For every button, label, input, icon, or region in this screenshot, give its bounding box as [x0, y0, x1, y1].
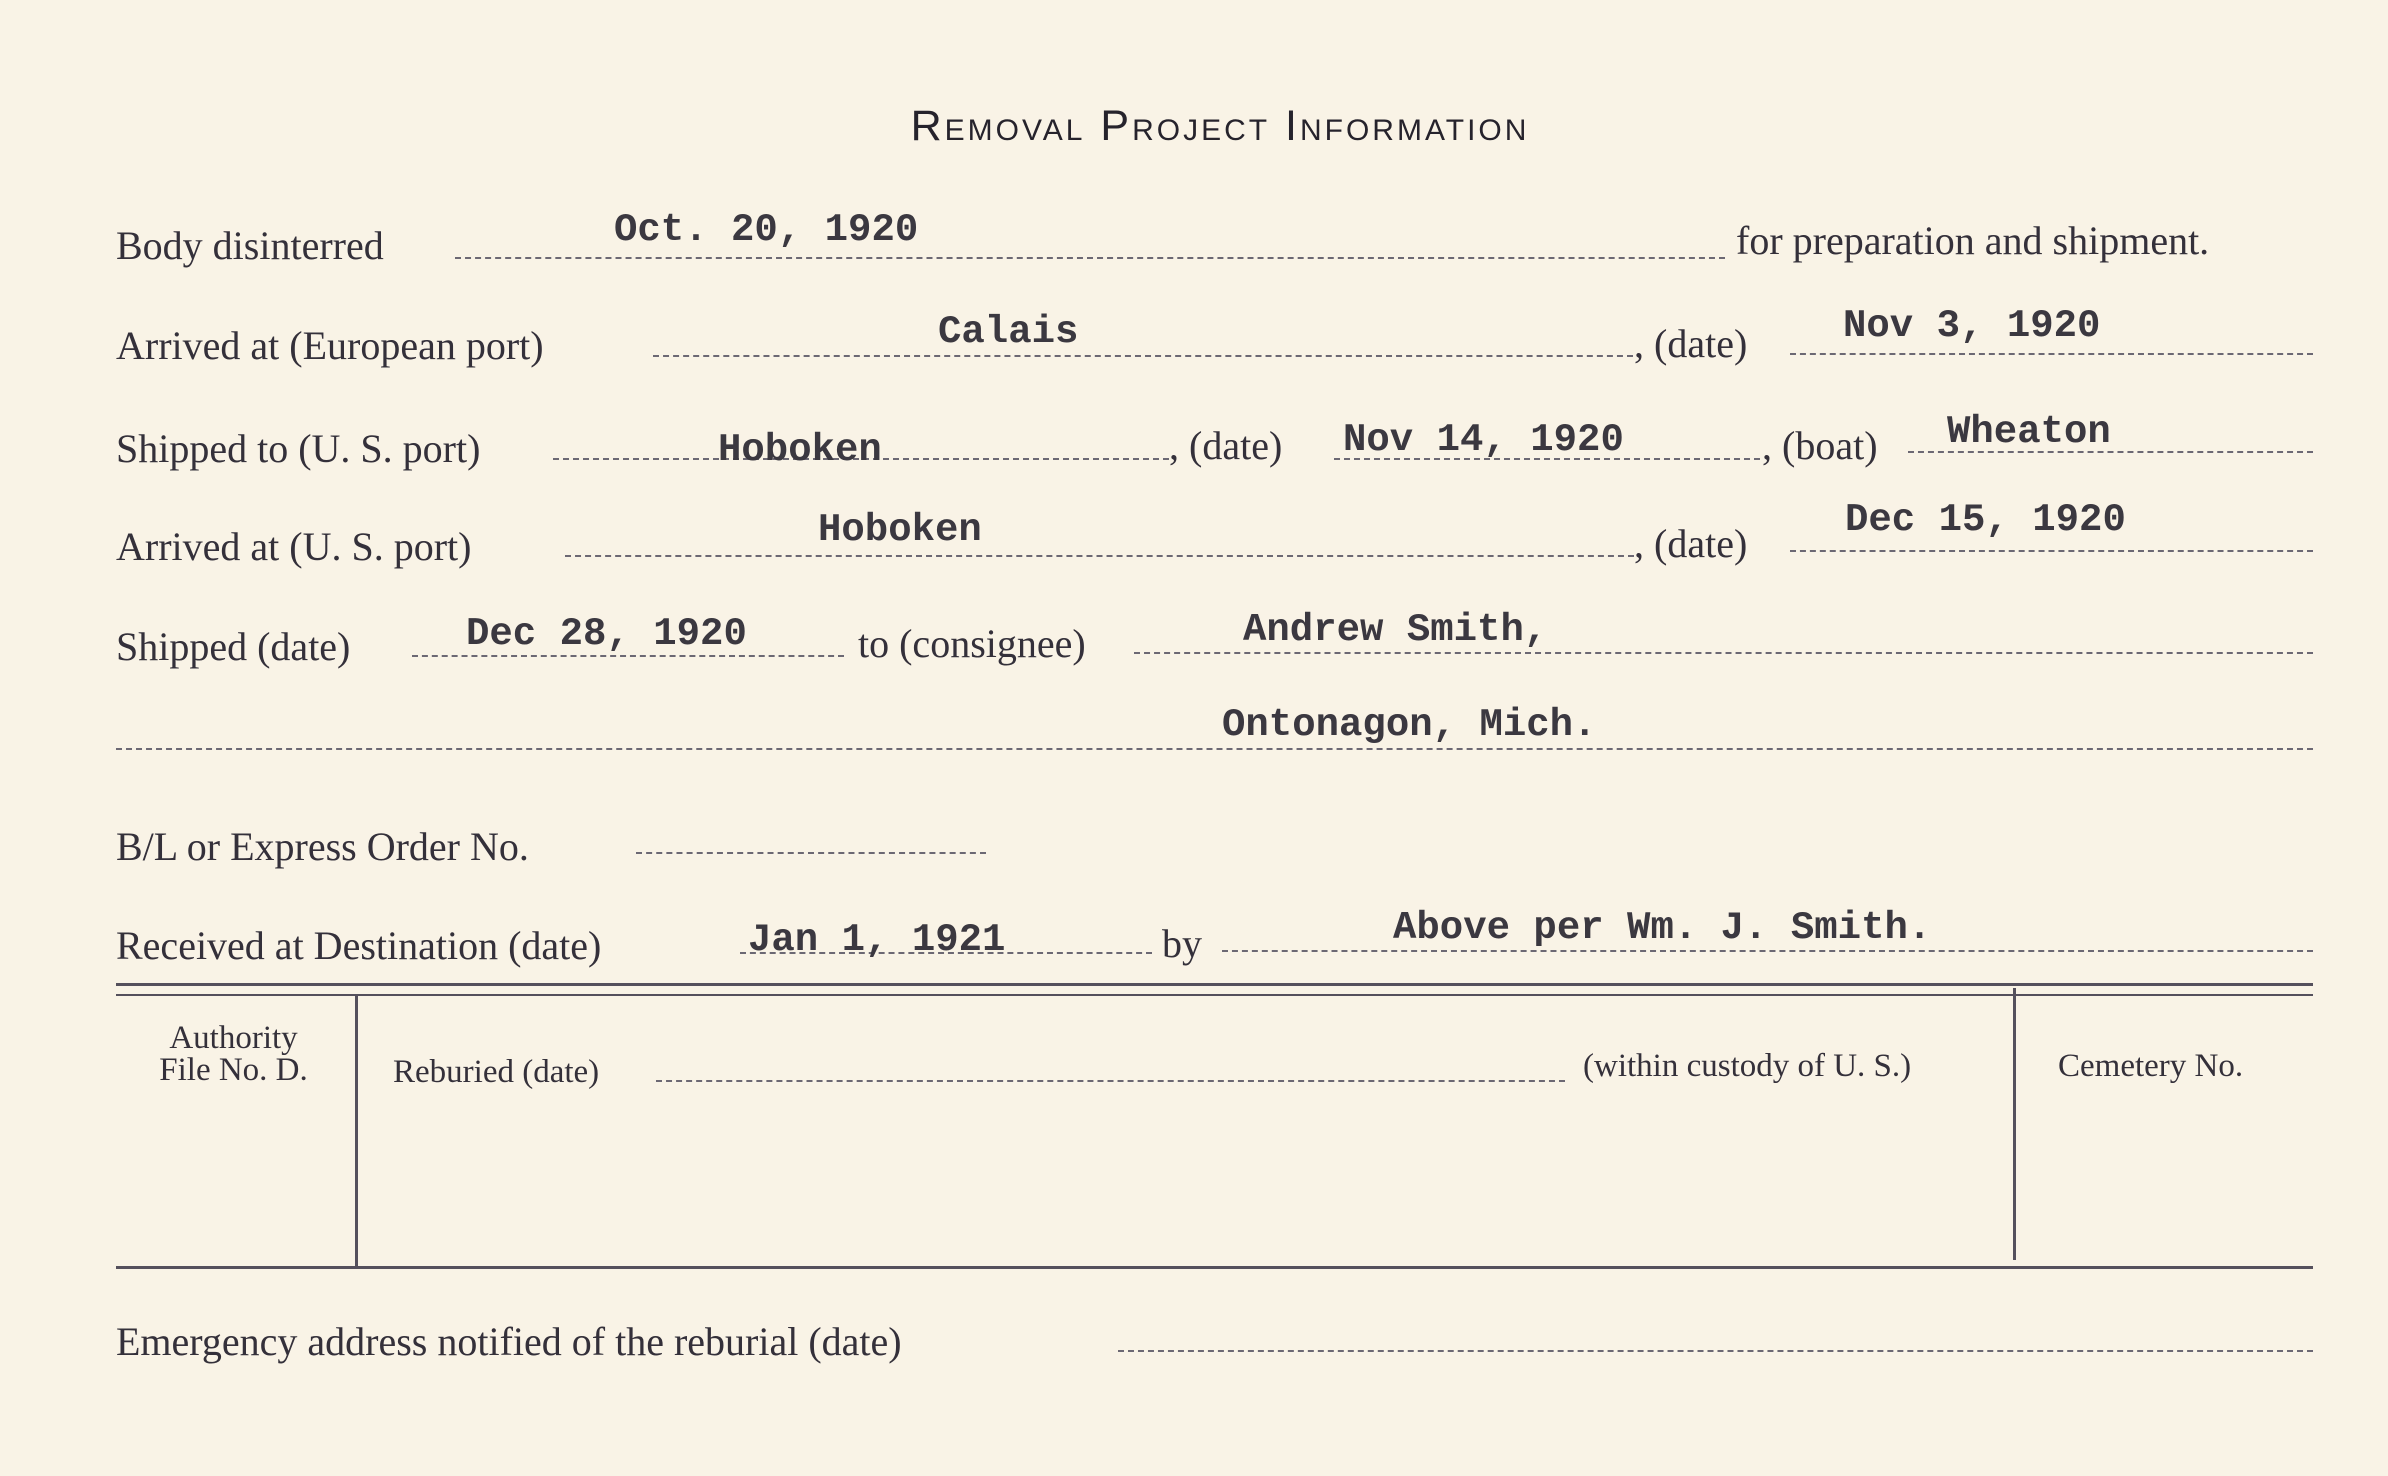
shipped-date-value: Dec 28, 1920	[466, 612, 747, 656]
received-value: Jan 1, 1921	[748, 918, 1006, 962]
authority-line2: File No. D.	[159, 1052, 308, 1088]
arrived-european-date-label: , (date)	[1634, 321, 1748, 366]
bl-order-label: B/L or Express Order No.	[116, 824, 529, 869]
arrived-european-date: Nov 3, 1920	[1843, 304, 2101, 348]
consignee-address: Ontonagon, Mich.	[1222, 703, 1597, 747]
shipped-us-value: Hoboken	[718, 428, 882, 472]
arrived-us-date: Dec 15, 1920	[1845, 498, 2126, 542]
body-disinterred-suffix: for preparation and shipment.	[1736, 218, 2210, 263]
arrived-european-label: Arrived at (European port)	[116, 323, 544, 368]
authority-line1: Authority	[169, 1020, 298, 1056]
bl-order-line	[636, 852, 986, 854]
cemetery-label: Cemetery No.	[2058, 1048, 2244, 1084]
shipped-us-date: Nov 14, 1920	[1343, 418, 1624, 462]
arrived-us-date-label: , (date)	[1634, 521, 1748, 566]
received-by-label: by	[1162, 921, 1202, 966]
box-divider-right	[2013, 988, 2016, 1260]
consignee-address-line	[116, 748, 2313, 750]
shipped-us-date-label: , (date)	[1169, 423, 1283, 468]
arrived-us-line	[565, 555, 1634, 557]
emergency-label: Emergency address notified of the reburial (date)	[116, 1319, 902, 1364]
arrived-european-line	[653, 355, 1633, 357]
authority-label	[116, 1022, 351, 1086]
custody-label: (within custody of U. S.)	[1583, 1048, 1912, 1084]
reburied-line	[656, 1080, 1565, 1082]
reburied-label: Reburied (date)	[393, 1054, 600, 1090]
box-bottom-rule	[116, 1266, 2313, 1269]
consignee-line	[1134, 652, 2313, 654]
box-divider-left	[355, 996, 358, 1266]
received-label: Received at Destination (date)	[116, 923, 602, 968]
shipped-date-label: Shipped (date)	[116, 624, 351, 669]
arrived-european-value: Calais	[938, 310, 1079, 354]
body-disinterred-value: Oct. 20, 1920	[614, 208, 919, 252]
received-by-value: Above per Wm. J. Smith.	[1393, 906, 1932, 950]
consignee-label: to (consignee)	[858, 621, 1086, 666]
arrived-us-label: Arrived at (U. S. port)	[116, 524, 472, 569]
arrived-us-date-line	[1790, 550, 2313, 552]
emergency-line	[1118, 1350, 2313, 1352]
consignee-value: Andrew Smith,	[1243, 608, 1548, 652]
body-disinterred-label: Body disinterred	[116, 223, 384, 268]
received-by-line	[1222, 950, 2313, 952]
page-title: Removal Project Information	[910, 102, 1530, 150]
shipped-us-boat: Wheaton	[1947, 410, 2111, 454]
shipped-us-boat-label: , (boat)	[1762, 423, 1878, 468]
body-disinterred-line	[455, 257, 1725, 259]
box-top-rule	[116, 983, 2313, 986]
arrived-european-date-line	[1790, 353, 2313, 355]
arrived-us-value: Hoboken	[818, 508, 982, 552]
shipped-us-label: Shipped to (U. S. port)	[116, 426, 481, 471]
box-top-rule-2	[116, 994, 2313, 996]
